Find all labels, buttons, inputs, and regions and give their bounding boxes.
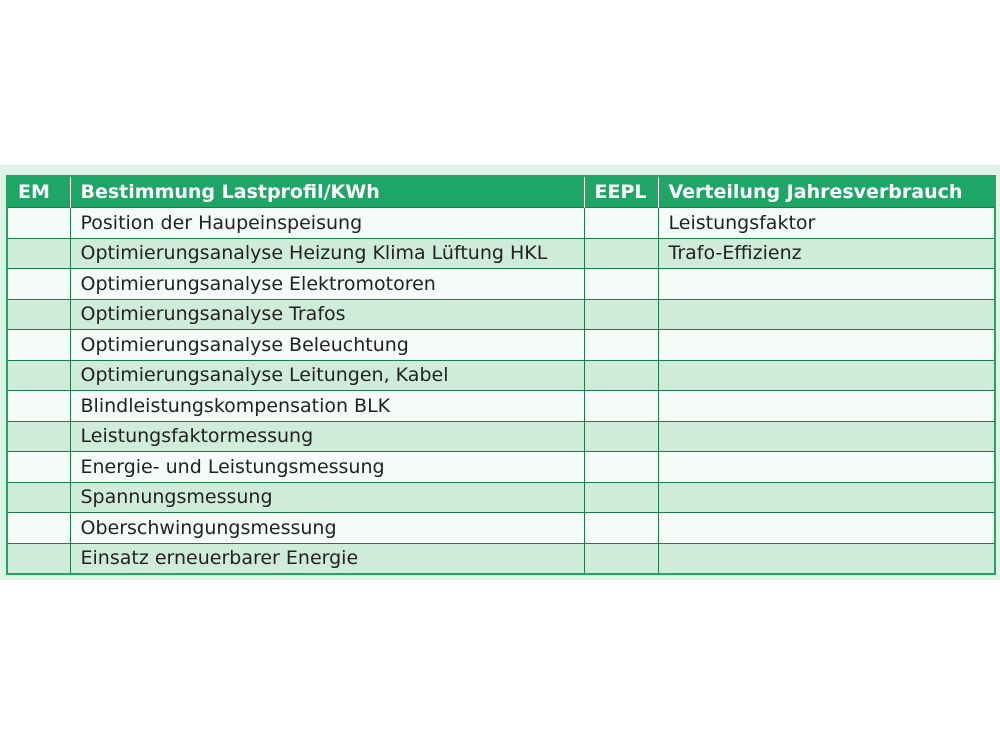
cell-bestimmung: Oberschwingungsmessung bbox=[70, 513, 584, 544]
cell-eepl bbox=[584, 330, 658, 361]
cell-em bbox=[7, 238, 70, 269]
table-row bbox=[7, 421, 995, 452]
cell-bestimmung: Position der Haupeinspeisung bbox=[70, 208, 584, 239]
cell-eepl bbox=[584, 269, 658, 300]
cell-verteilung bbox=[658, 269, 995, 300]
cell-em bbox=[7, 452, 70, 483]
cell-eepl bbox=[584, 543, 658, 574]
cell-verteilung: Trafo-Effizienz bbox=[658, 238, 995, 269]
cell-verteilung bbox=[658, 452, 995, 483]
cell-verteilung bbox=[658, 421, 995, 452]
cell-bestimmung: Optimierungsanalyse Elektromotoren bbox=[70, 269, 584, 300]
measurement-table bbox=[6, 175, 996, 575]
table-row bbox=[7, 330, 995, 361]
cell-verteilung bbox=[658, 299, 995, 330]
cell-eepl bbox=[584, 452, 658, 483]
cell-verteilung: Leistungsfaktor bbox=[658, 208, 995, 239]
cell-verteilung bbox=[658, 360, 995, 391]
cell-eepl bbox=[584, 421, 658, 452]
cell-eepl bbox=[584, 513, 658, 544]
cell-bestimmung: Optimierungsanalyse Heizung Klima Lüftung HKL bbox=[70, 238, 584, 269]
cell-eepl bbox=[584, 238, 658, 269]
cell-verteilung bbox=[658, 513, 995, 544]
cell-em bbox=[7, 208, 70, 239]
cell-bestimmung: Einsatz erneuerbarer Energie bbox=[70, 543, 584, 574]
table-header-row bbox=[7, 176, 995, 208]
cell-em bbox=[7, 482, 70, 513]
header-verteilung-jahresverbrauch: Verteilung Jahresverbrauch bbox=[658, 176, 995, 208]
cell-eepl bbox=[584, 391, 658, 422]
cell-bestimmung: Optimierungsanalyse Leitungen, Kabel bbox=[70, 360, 584, 391]
cell-em bbox=[7, 299, 70, 330]
cell-bestimmung: Energie- und Leistungsmessung bbox=[70, 452, 584, 483]
cell-bestimmung: Optimierungsanalyse Beleuchtung bbox=[70, 330, 584, 361]
header-eepl: EEPL bbox=[584, 176, 658, 208]
cell-eepl bbox=[584, 208, 658, 239]
cell-verteilung bbox=[658, 482, 995, 513]
cell-eepl bbox=[584, 482, 658, 513]
table-row bbox=[7, 360, 995, 391]
cell-bestimmung: Spannungsmessung bbox=[70, 482, 584, 513]
cell-em bbox=[7, 543, 70, 574]
header-bestimmung-lastprofil: Bestimmung Lastprofil/KWh bbox=[70, 176, 584, 208]
table-row bbox=[7, 238, 995, 269]
table-row bbox=[7, 391, 995, 422]
table-row bbox=[7, 513, 995, 544]
table-row bbox=[7, 208, 995, 239]
cell-bestimmung: Blindleistungskompensation BLK bbox=[70, 391, 584, 422]
cell-em bbox=[7, 360, 70, 391]
cell-em bbox=[7, 513, 70, 544]
cell-em bbox=[7, 330, 70, 361]
cell-verteilung bbox=[658, 543, 995, 574]
cell-verteilung bbox=[658, 330, 995, 361]
table-row bbox=[7, 543, 995, 574]
cell-em bbox=[7, 269, 70, 300]
table-row bbox=[7, 299, 995, 330]
header-em: EM bbox=[7, 176, 70, 208]
table-row bbox=[7, 482, 995, 513]
cell-em bbox=[7, 391, 70, 422]
cell-bestimmung: Optimierungsanalyse Trafos bbox=[70, 299, 584, 330]
cell-em bbox=[7, 421, 70, 452]
table-row bbox=[7, 452, 995, 483]
cell-verteilung bbox=[658, 391, 995, 422]
table-row bbox=[7, 269, 995, 300]
cell-bestimmung: Leistungsfaktormessung bbox=[70, 421, 584, 452]
cell-eepl bbox=[584, 299, 658, 330]
cell-eepl bbox=[584, 360, 658, 391]
